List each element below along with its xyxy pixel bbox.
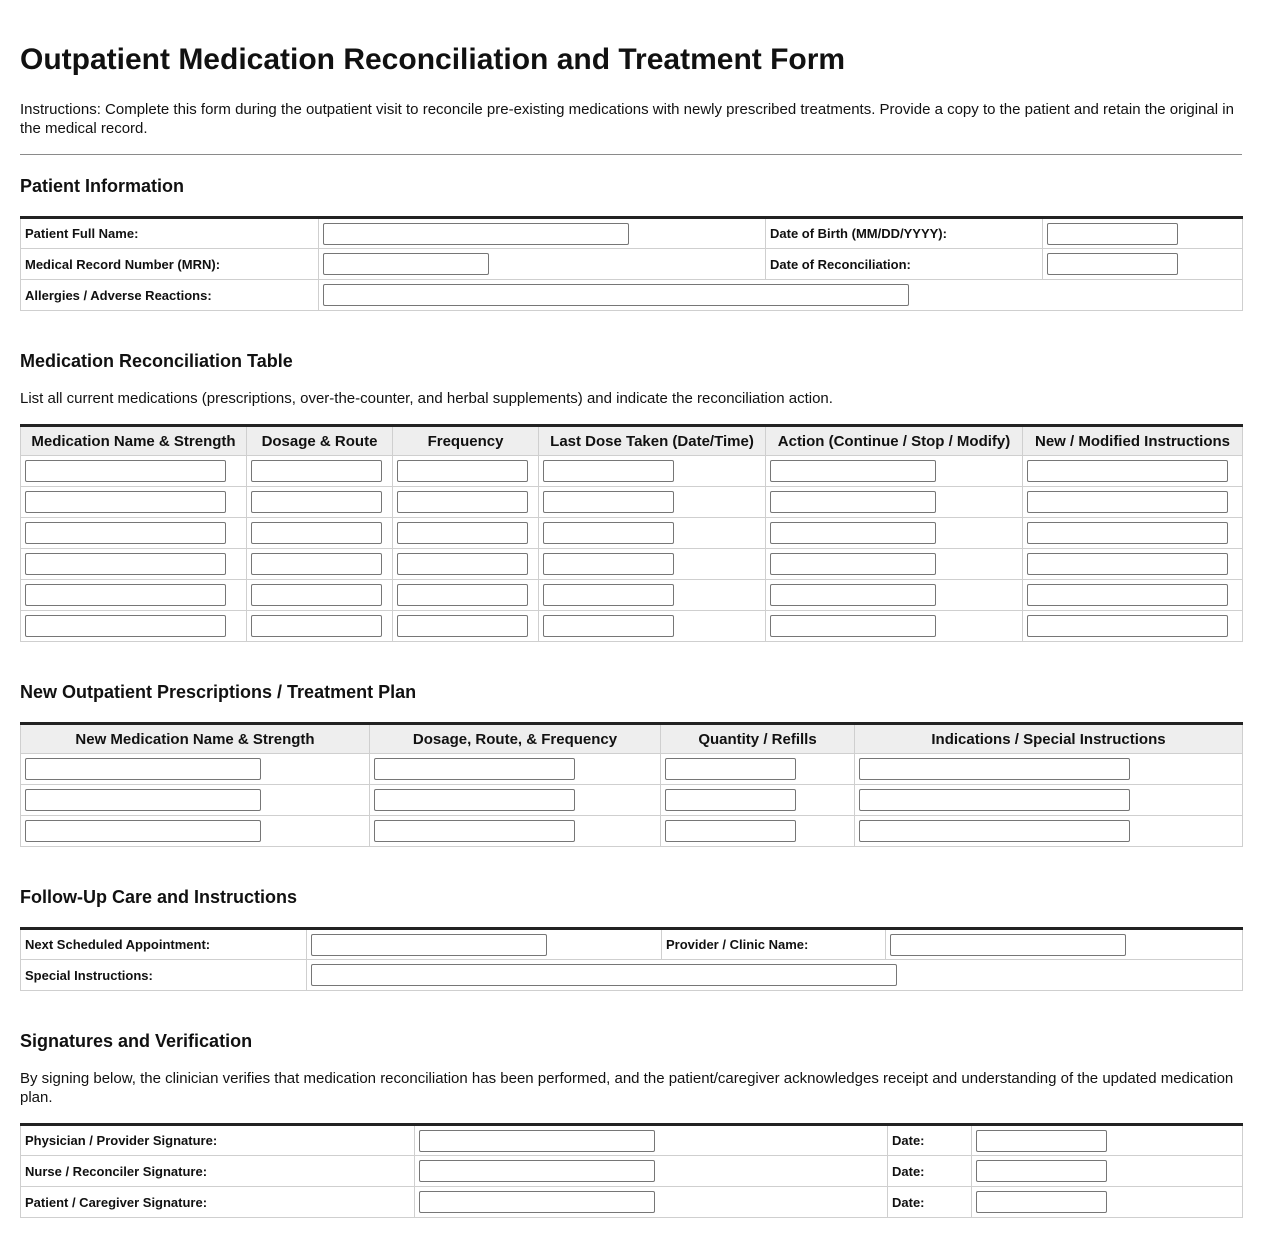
new-rx-heading: New Outpatient Prescriptions / Treatment Plan	[20, 682, 417, 702]
frequency-input[interactable]	[397, 460, 528, 482]
last-dose-input[interactable]	[543, 491, 674, 513]
table-cell	[766, 580, 1023, 611]
table-cell	[766, 456, 1023, 487]
nurse-signature-cell	[415, 1156, 888, 1187]
table-cell	[247, 549, 393, 580]
dosage-route-input[interactable]	[251, 615, 382, 637]
nurse-signature-label: Nurse / Reconciler Signature:	[21, 1156, 415, 1187]
table-cell	[766, 549, 1023, 580]
table-cell	[393, 456, 539, 487]
patient-signature-input[interactable]	[419, 1191, 655, 1213]
table-row	[21, 785, 1243, 816]
table-row	[21, 816, 1243, 847]
dosage-route-frequency-input[interactable]	[374, 789, 575, 811]
special-instructions-input[interactable]	[311, 964, 897, 986]
follow-up-row	[21, 960, 1243, 991]
page-title: Outpatient Medication Reconciliation and Treatment Form	[20, 43, 846, 76]
patient-info-row	[21, 280, 1243, 311]
table-row	[21, 580, 1243, 611]
dosage-route-input[interactable]	[251, 460, 382, 482]
new-med-name-input[interactable]	[25, 820, 261, 842]
table-cell	[393, 487, 539, 518]
col-header-action: Action (Continue / Stop / Modify)	[766, 426, 1023, 456]
dosage-route-input[interactable]	[251, 491, 382, 513]
patient-info-row	[21, 218, 1243, 249]
table-cell	[21, 785, 370, 816]
table-cell	[1023, 487, 1243, 518]
med-recon-rows	[21, 456, 1243, 642]
quantity-refills-input[interactable]	[665, 789, 796, 811]
follow-up-table	[20, 927, 1243, 991]
col-header-dosage-route: Dosage & Route	[247, 426, 393, 456]
new-med-name-input[interactable]	[25, 789, 261, 811]
table-cell	[766, 611, 1023, 642]
patient-date-cell	[972, 1187, 1243, 1218]
table-cell	[21, 549, 247, 580]
appointment-label: Next Scheduled Appointment:	[21, 929, 307, 960]
col-header-indications: Indications / Special Instructions	[855, 724, 1243, 754]
divider	[20, 154, 1242, 155]
table-cell	[21, 580, 247, 611]
col-header-last-dose: Last Dose Taken (Date/Time)	[539, 426, 766, 456]
frequency-input[interactable]	[397, 584, 528, 606]
table-row	[21, 611, 1243, 642]
signatures-heading: Signatures and Verification	[20, 1031, 253, 1051]
table-cell	[539, 487, 766, 518]
new-instructions-input[interactable]	[1027, 460, 1228, 482]
action-input[interactable]	[770, 522, 936, 544]
last-dose-input[interactable]	[543, 615, 674, 637]
signature-row	[21, 1187, 1243, 1218]
patient-signature-cell	[415, 1187, 888, 1218]
table-cell	[393, 580, 539, 611]
date-label: Date:	[888, 1156, 972, 1187]
table-cell	[661, 816, 855, 847]
table-cell	[393, 549, 539, 580]
table-cell	[1023, 549, 1243, 580]
signatures-table	[20, 1123, 1243, 1218]
date-label: Date:	[888, 1187, 972, 1218]
recon-date-cell	[1043, 249, 1243, 280]
dosage-route-input[interactable]	[251, 553, 382, 575]
dosage-route-frequency-input[interactable]	[374, 758, 575, 780]
table-cell	[21, 518, 247, 549]
table-cell	[247, 580, 393, 611]
col-header-new-med-name: New Medication Name & Strength	[21, 724, 370, 754]
med-recon-header-row	[21, 426, 1243, 456]
mrn-input[interactable]	[323, 253, 489, 275]
table-row	[21, 549, 1243, 580]
last-dose-input[interactable]	[543, 553, 674, 575]
quantity-refills-input[interactable]	[665, 820, 796, 842]
physician-signature-input[interactable]	[419, 1130, 655, 1152]
table-row	[21, 456, 1243, 487]
new-instructions-input[interactable]	[1027, 522, 1228, 544]
action-input[interactable]	[770, 553, 936, 575]
patient-name-label: Patient Full Name:	[21, 218, 319, 249]
action-input[interactable]	[770, 615, 936, 637]
table-cell	[539, 456, 766, 487]
new-rx-rows	[21, 754, 1243, 847]
table-cell	[21, 816, 370, 847]
med-recon-table	[20, 424, 1243, 642]
last-dose-input[interactable]	[543, 584, 674, 606]
table-cell	[21, 611, 247, 642]
provider-cell	[886, 929, 1243, 960]
last-dose-input[interactable]	[543, 522, 674, 544]
physician-date-cell	[972, 1125, 1243, 1156]
table-cell	[393, 518, 539, 549]
col-header-new-instructions: New / Modified Instructions	[1023, 426, 1243, 456]
date-label: Date:	[888, 1125, 972, 1156]
col-header-frequency: Frequency	[393, 426, 539, 456]
med-name-input[interactable]	[25, 553, 226, 575]
table-cell	[855, 816, 1243, 847]
special-instructions-cell	[307, 960, 1243, 991]
indications-input[interactable]	[859, 820, 1130, 842]
table-row	[21, 518, 1243, 549]
allergies-cell	[319, 280, 1243, 311]
table-cell	[21, 487, 247, 518]
dob-cell	[1043, 218, 1243, 249]
allergies-input[interactable]	[323, 284, 909, 306]
action-input[interactable]	[770, 491, 936, 513]
frequency-input[interactable]	[397, 553, 528, 575]
table-cell	[21, 754, 370, 785]
table-cell	[766, 518, 1023, 549]
dosage-route-input[interactable]	[251, 522, 382, 544]
table-cell	[1023, 456, 1243, 487]
frequency-input[interactable]	[397, 491, 528, 513]
table-cell	[539, 611, 766, 642]
mrn-cell	[319, 249, 766, 280]
recon-date-label: Date of Reconciliation:	[766, 249, 1043, 280]
last-dose-input[interactable]	[543, 460, 674, 482]
quantity-refills-input[interactable]	[665, 758, 796, 780]
new-rx-header-row	[21, 724, 1243, 754]
med-name-input[interactable]	[25, 491, 226, 513]
table-cell	[370, 785, 661, 816]
new-instructions-input[interactable]	[1027, 553, 1228, 575]
patient-info-row	[21, 249, 1243, 280]
nurse-date-input[interactable]	[976, 1160, 1107, 1182]
allergies-label: Allergies / Adverse Reactions:	[21, 280, 319, 311]
physician-signature-cell	[415, 1125, 888, 1156]
appointment-input[interactable]	[311, 934, 547, 956]
table-cell	[247, 611, 393, 642]
nurse-signature-input[interactable]	[419, 1160, 655, 1182]
patient-signature-label: Patient / Caregiver Signature:	[21, 1187, 415, 1218]
special-instructions-label: Special Instructions:	[21, 960, 307, 991]
indications-input[interactable]	[859, 789, 1130, 811]
patient-name-input[interactable]	[323, 223, 629, 245]
form-instructions: Instructions: Complete this form during the outpatient visit to reconcile pre-existing medications with newly prescribed treatments. Provide a copy to the patient and retain the original in the medical record.	[20, 101, 1234, 137]
table-cell	[766, 487, 1023, 518]
med-name-input[interactable]	[25, 615, 226, 637]
dosage-route-input[interactable]	[251, 584, 382, 606]
table-cell	[661, 785, 855, 816]
table-cell	[1023, 518, 1243, 549]
frequency-input[interactable]	[397, 522, 528, 544]
med-name-input[interactable]	[25, 584, 226, 606]
new-rx-table	[20, 722, 1243, 847]
follow-up-heading: Follow-Up Care and Instructions	[20, 887, 298, 907]
follow-up-row	[21, 929, 1243, 960]
signature-row	[21, 1156, 1243, 1187]
physician-signature-label: Physician / Provider Signature:	[21, 1125, 415, 1156]
indications-input[interactable]	[859, 758, 1130, 780]
frequency-input[interactable]	[397, 615, 528, 637]
new-med-name-input[interactable]	[25, 758, 261, 780]
appointment-cell	[307, 929, 662, 960]
dob-label: Date of Birth (MM/DD/YYYY):	[766, 218, 1043, 249]
signature-row	[21, 1125, 1243, 1156]
provider-label: Provider / Clinic Name:	[662, 929, 886, 960]
med-recon-description: List all current medications (prescriptions, over-the-counter, and herbal supplements) and indicate the reconciliation action.	[20, 390, 833, 407]
table-cell	[855, 754, 1243, 785]
patient-info-heading: Patient Information	[20, 176, 185, 196]
col-header-quantity-refills: Quantity / Refills	[661, 724, 855, 754]
table-cell	[370, 754, 661, 785]
new-instructions-input[interactable]	[1027, 584, 1228, 606]
action-input[interactable]	[770, 584, 936, 606]
med-name-input[interactable]	[25, 460, 226, 482]
table-cell	[370, 816, 661, 847]
signatures-description: By signing below, the clinician verifies that medication reconciliation has been performed, and the patient/caregiver acknowledges receipt and understanding of the updated medication plan.	[20, 1070, 1234, 1106]
table-cell	[247, 456, 393, 487]
patient-name-cell	[319, 218, 766, 249]
table-cell	[1023, 611, 1243, 642]
table-cell	[247, 518, 393, 549]
table-cell	[247, 487, 393, 518]
mrn-label: Medical Record Number (MRN):	[21, 249, 319, 280]
nurse-date-cell	[972, 1156, 1243, 1187]
table-cell	[539, 518, 766, 549]
table-cell	[393, 611, 539, 642]
med-recon-heading: Medication Reconciliation Table	[20, 351, 293, 371]
dob-input[interactable]	[1047, 223, 1178, 245]
table-cell	[539, 580, 766, 611]
table-cell	[661, 754, 855, 785]
patient-date-input[interactable]	[976, 1191, 1107, 1213]
new-instructions-input[interactable]	[1027, 491, 1228, 513]
recon-date-input[interactable]	[1047, 253, 1178, 275]
col-header-med-name: Medication Name & Strength	[21, 426, 247, 456]
table-cell	[21, 456, 247, 487]
patient-info-table	[20, 216, 1243, 311]
dosage-route-frequency-input[interactable]	[374, 820, 575, 842]
col-header-dosage-route-frequency: Dosage, Route, & Frequency	[370, 724, 661, 754]
table-row	[21, 487, 1243, 518]
table-row	[21, 754, 1243, 785]
new-instructions-input[interactable]	[1027, 615, 1228, 637]
table-cell	[1023, 580, 1243, 611]
action-input[interactable]	[770, 460, 936, 482]
table-cell	[855, 785, 1243, 816]
provider-input[interactable]	[890, 934, 1126, 956]
table-cell	[539, 549, 766, 580]
physician-date-input[interactable]	[976, 1130, 1107, 1152]
med-name-input[interactable]	[25, 522, 226, 544]
